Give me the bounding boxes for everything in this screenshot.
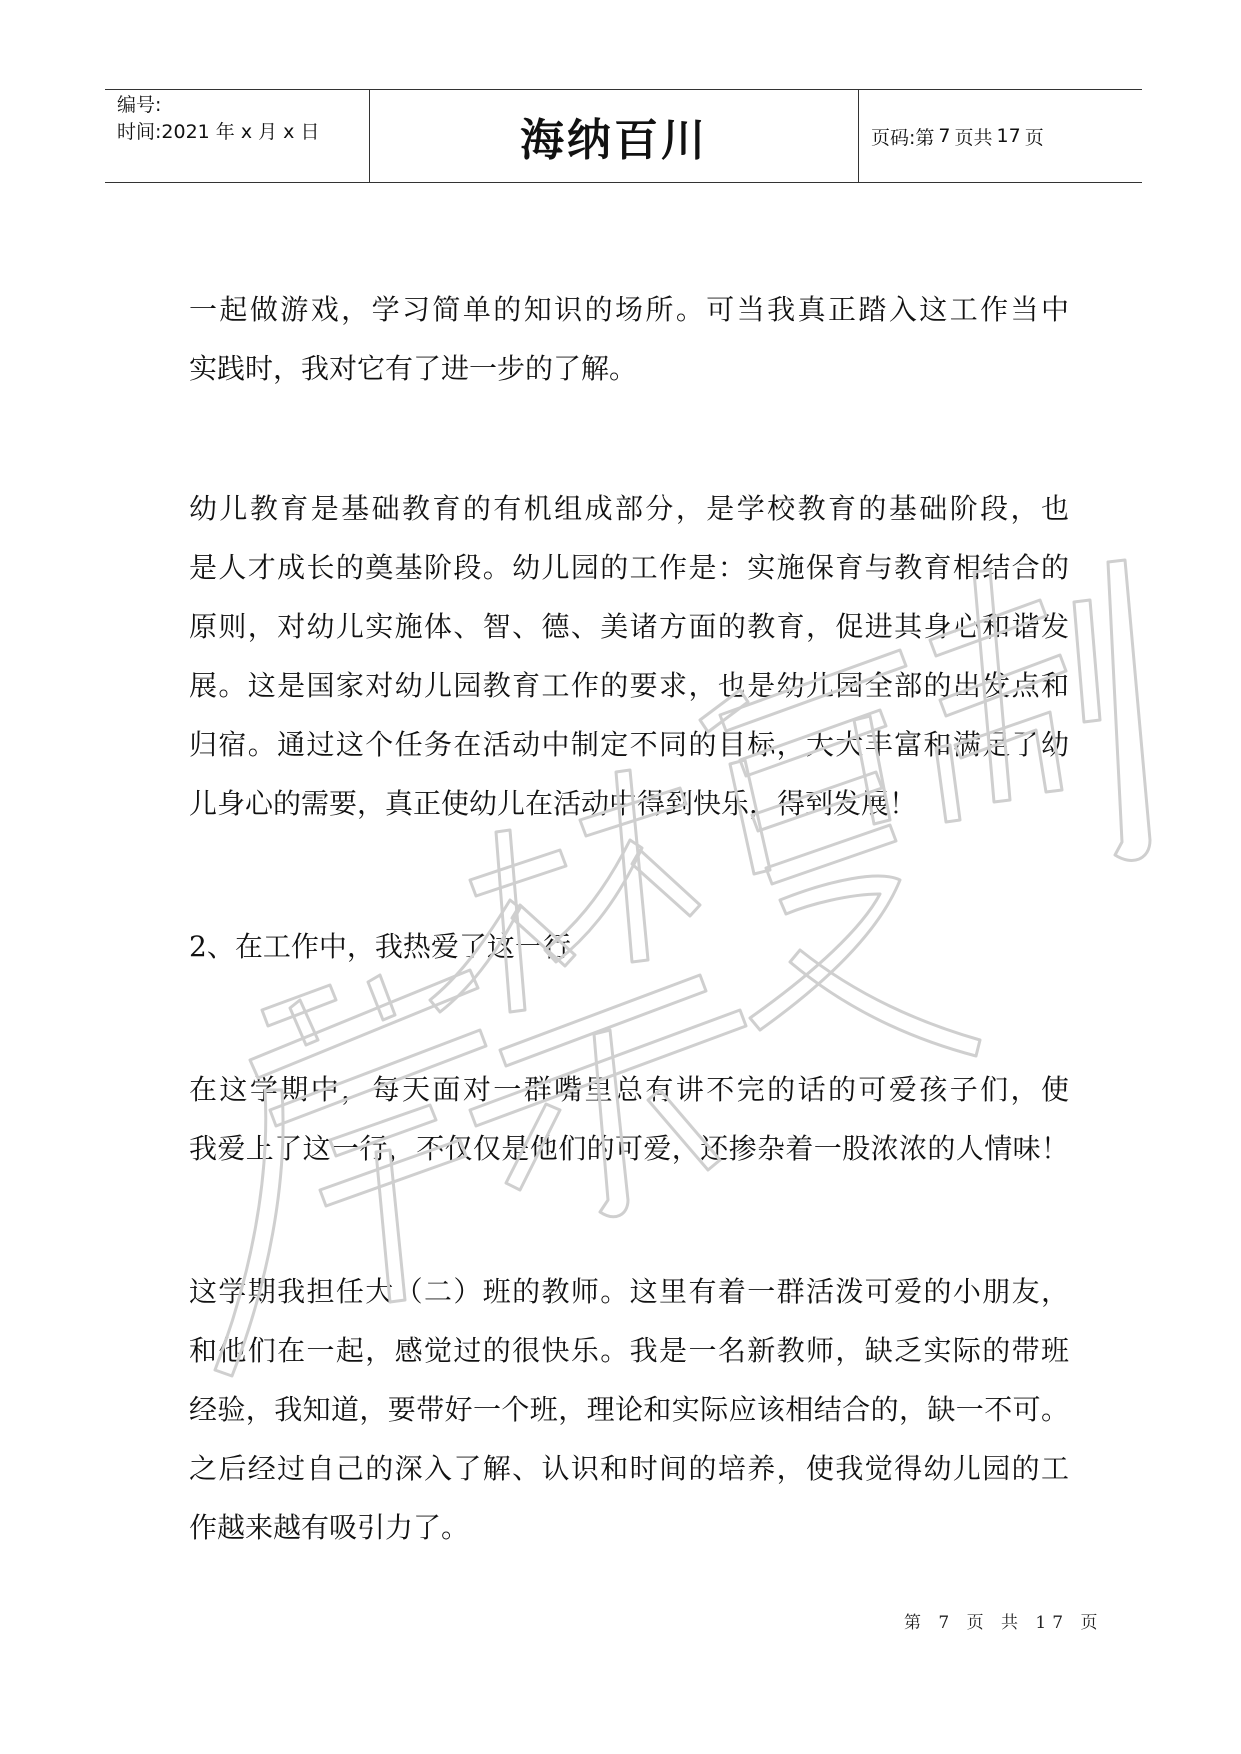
text-line: 是人才成长的奠基阶段。幼儿园的工作是：实施保育与教育相结合的 — [189, 551, 1069, 584]
text-line: 这学期我担任大（二）班的教师。这里有着一群活泼可爱的小朋友， — [189, 1275, 1069, 1308]
text-line: 幼儿教育是基础教育的有机组成部分，是学校教育的基础阶段，也 — [189, 492, 1069, 525]
text-line: 原则，对幼儿实施体、智、德、美诸方面的教育，促进其身心和谐发 — [189, 610, 1069, 643]
text-line: 一起做游戏，学习简单的知识的场所。可当我真正踏入这工作当中 — [189, 293, 1069, 326]
document-number-label: 编号: — [117, 94, 162, 116]
page-mid: 页共 — [954, 126, 993, 149]
text-line: 和他们在一起，感觉过的很快乐。我是一名新教师，缺乏实际的带班 — [189, 1334, 1069, 1367]
paragraph — [189, 479, 1069, 833]
page-current: 7 — [938, 125, 951, 147]
text-line: 作越来越有吸引力了。 — [189, 1511, 470, 1544]
page-footer: 第 7 页 共 17 页 — [904, 1613, 1104, 1633]
paragraph — [189, 280, 1069, 398]
text-line: 经验，我知道，要带好一个班，理论和实际应该相结合的，缺一不可。 — [189, 1393, 1069, 1426]
text-line: 实践时，我对它有了进一步的了解。 — [189, 352, 638, 385]
text-line: 2、在工作中，我热爱了这一行 — [189, 930, 571, 963]
text-line: 我爱上了这一行，不仅仅是他们的可爱，还掺杂着一股浓浓的人情味！ — [189, 1132, 1069, 1165]
document-header — [105, 89, 1142, 183]
text-line: 归宿。通过这个任务在活动中制定不同的目标，大大丰富和满足了幼 — [189, 728, 1069, 761]
page-total: 17 — [996, 125, 1021, 147]
page-prefix: 页码:第 — [871, 126, 935, 149]
section-heading — [189, 917, 1069, 976]
header-page-indicator — [859, 90, 1142, 182]
text-line: 之后经过自己的深入了解、认识和时间的培养，使我觉得幼儿园的工 — [189, 1452, 1069, 1485]
text-line: 儿身心的需要，真正使幼儿在活动中得到快乐，得到发展！ — [189, 787, 918, 820]
document-body — [189, 280, 1069, 1557]
text-line: 展。这是国家对幼儿园教育工作的要求，也是幼儿园全部的出发点和 — [189, 669, 1069, 702]
document-time-label: 时间:2021 年 x 月 x 日 — [117, 121, 320, 143]
paragraph — [189, 1060, 1069, 1178]
company-title: 海纳百川 — [370, 90, 859, 182]
paragraph — [189, 1262, 1069, 1557]
page-suffix: 页 — [1024, 126, 1044, 149]
header-meta-cell — [105, 90, 370, 182]
text-line: 在这学期中，每天面对一群嘴里总有讲不完的话的可爱孩子们，使 — [189, 1073, 1069, 1106]
